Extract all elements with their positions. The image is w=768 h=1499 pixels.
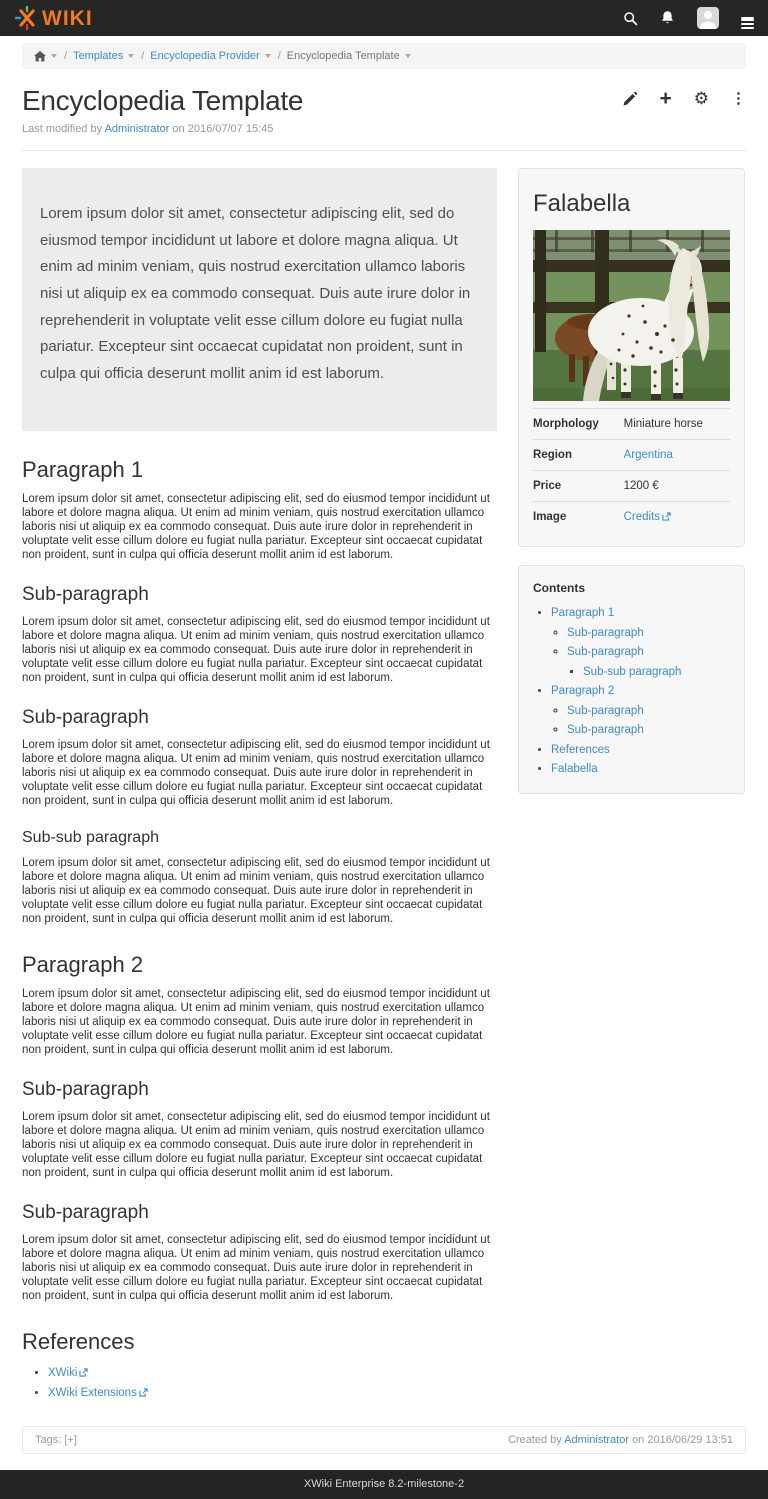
breadcrumb: / Templates / Encyclopedia Provider / Encyclopedia Template: [22, 43, 746, 69]
toc-link-sub-paragraph[interactable]: Sub-paragraph: [567, 626, 644, 639]
section-heading-sub-paragraph: Sub-paragraph: [22, 583, 149, 605]
breadcrumb-caret[interactable]: [265, 54, 271, 58]
bell-icon: [660, 10, 675, 26]
infobox-row-price: [533, 471, 730, 502]
reference-item: [48, 1364, 497, 1384]
toc-item: [551, 741, 730, 761]
created-suffix: on 2016/06/29 13:51: [632, 1433, 733, 1446]
drawer-menu-button[interactable]: [741, 15, 754, 21]
section-heading-sub-sub-paragraph: Sub-sub paragraph: [22, 828, 159, 846]
kebab-menu-icon: ⋮: [731, 90, 746, 107]
breadcrumb-home-link[interactable]: [34, 51, 46, 62]
section-paragraph-2: [22, 952, 497, 1057]
section-sub-paragraph: [22, 1202, 497, 1303]
section-heading-sub-paragraph: Sub-paragraph: [22, 1078, 149, 1100]
breadcrumb-home-caret[interactable]: [51, 54, 57, 58]
tags-label: Tags:: [35, 1433, 62, 1446]
section-body: Lorem ipsum dolor sit amet, consectetur adipiscing elit, sed do eiusmod tempor incididunt ut labore et dolore magna aliqua. Ut enim ad minim veniam, quis nostrud exercitation ullamco laboris nisi ut aliquip ex ea commodo consequat. Duis aute irure dolor in reprehenderit in voluptate velit esse cillum dolore eu fugiat nulla pariatur. Excepteur sint occaecat cupidatat non proident, sunt in culpa qui officia deserunt mollit anim id est laborum.: [22, 1233, 490, 1302]
contents-title: Contents: [533, 581, 585, 595]
toc-item: [567, 702, 730, 722]
search-icon: [623, 11, 638, 26]
toc-link-sub-paragraph[interactable]: Sub-paragraph: [567, 704, 644, 717]
section-sub-paragraph: [22, 584, 497, 685]
user-menu-button[interactable]: [697, 7, 719, 29]
section-sub-paragraph: [22, 707, 497, 808]
toc-item: [551, 760, 730, 780]
toc-link-paragraph-2[interactable]: Paragraph 2: [551, 685, 615, 697]
section-heading-references: References: [22, 1328, 135, 1354]
infobox-title: Falabella: [533, 190, 631, 217]
avatar: [697, 7, 719, 29]
toc-link-sub-sub-paragraph[interactable]: Sub-sub paragraph: [583, 665, 682, 678]
infobox-panel: [518, 168, 745, 547]
document-info-bar: [22, 1426, 746, 1454]
toc-link-falabella[interactable]: Falabella: [551, 763, 598, 775]
breadcrumb-link-templates[interactable]: Templates: [73, 50, 124, 62]
section-references: [22, 1329, 497, 1404]
toc-item: [583, 663, 730, 683]
toc-item: [567, 643, 730, 682]
last-modified-line: [0, 123, 768, 135]
plus-icon: +: [659, 87, 672, 110]
breadcrumb-link-encyclopedia-provider[interactable]: Encyclopedia Provider: [150, 50, 260, 62]
section-heading-paragraph-1: Paragraph 1: [22, 456, 144, 482]
infobox-label: Region: [533, 449, 572, 461]
toc-link-references[interactable]: References: [551, 743, 610, 756]
section-sub-sub-paragraph: [22, 829, 497, 926]
infobox-label: Image: [533, 511, 567, 523]
xwiki-logo[interactable]: [14, 5, 93, 31]
hamburger-icon: [741, 17, 754, 19]
created-prefix: Created by: [507, 1433, 562, 1446]
created-line: [508, 1434, 733, 1446]
infobox-row-region: [533, 440, 730, 471]
article-content: [22, 168, 497, 1404]
infobox-label: Price: [533, 480, 562, 492]
section-body: Lorem ipsum dolor sit amet, consectetur adipiscing elit, sed do eiusmod tempor incididunt ut labore et dolore magna aliqua. Ut enim ad minim veniam, quis nostrud exercitation ullamco laboris nisi ut aliquip ex ea commodo consequat. Duis aute irure dolor in reprehenderit in voluptate velit esse cillum dolore eu fugiat nulla pariatur. Excepteur sint occaecat cupidatat non proident, sunt in culpa qui officia deserunt mollit anim id est laborum.: [22, 492, 490, 561]
add-tag-button[interactable]: [+]: [64, 1433, 77, 1446]
toc-item: [567, 721, 730, 741]
reference-item: [48, 1384, 497, 1404]
edit-button[interactable]: [622, 92, 637, 107]
top-navbar: [0, 0, 768, 36]
table-of-contents: [551, 604, 730, 780]
version-footer: [0, 1470, 768, 1499]
modified-user-link[interactable]: Administrator: [104, 123, 170, 135]
credits-link[interactable]: Credits: [623, 511, 661, 523]
section-body: Lorem ipsum dolor sit amet, consectetur adipiscing elit, sed do eiusmod tempor incididunt ut labore et dolore magna aliqua. Ut enim ad minim veniam, quis nostrud exercitation ullamco laboris nisi ut aliquip ex ea commodo consequat. Duis aute irure dolor in reprehenderit in voluptate velit esse cillum dolore eu fugiat nulla pariatur. Excepteur sint occaecat cupidatat non proident, sunt in culpa qui officia deserunt mollit anim id est laborum.: [22, 1110, 490, 1179]
toc-link-sub-paragraph[interactable]: Sub-paragraph: [567, 724, 644, 736]
create-button[interactable]: [659, 87, 672, 110]
toc-item: [551, 604, 730, 682]
modified-suffix: on 2016/07/07 15:45: [172, 123, 274, 135]
pencil-icon: [622, 92, 637, 107]
more-actions-button[interactable]: [731, 91, 746, 107]
lead-paragraph: Lorem ipsum dolor sit amet, consectetur adipiscing elit, sed do eiusmod tempor incididunt ut labore et dolore magna aliqua. Ut enim ad minim veniam, quis nostrud exercitation ullamco laboris nisi ut aliquip ex ea commodo consequat. Duis aute irure dolor in reprehenderit in voluptate velit esse cillum dolore eu fugiat nulla pariatur. Excepteur sint occaecat cupidatat non proident, sunt in culpa qui officia deserunt mollit anim id est laborum.: [22, 168, 497, 431]
page-title: Encyclopedia Template: [22, 85, 304, 116]
external-link-icon: [662, 512, 671, 524]
breadcrumb-caret[interactable]: [405, 54, 411, 58]
breadcrumb-current-page: Encyclopedia Template: [286, 50, 400, 62]
external-link-icon: [139, 1388, 148, 1400]
section-heading-paragraph-2: Paragraph 2: [22, 951, 144, 977]
breadcrumb-caret[interactable]: [128, 54, 134, 58]
infobox-value: Miniature horse: [623, 418, 703, 430]
contents-panel: [518, 565, 745, 794]
infobox-row-morphology: [533, 409, 730, 440]
version-text: XWiki Enterprise 8.2-milestone-2: [303, 1477, 465, 1490]
gear-icon: ⚙: [693, 89, 709, 109]
toc-item: [551, 682, 730, 741]
section-body: Lorem ipsum dolor sit amet, consectetur adipiscing elit, sed do eiusmod tempor incididunt ut labore et dolore magna aliqua. Ut enim ad minim veniam, quis nostrud exercitation ullamco laboris nisi ut aliquip ex ea commodo consequat. Duis aute irure dolor in reprehenderit in voluptate velit esse cillum dolore eu fugiat nulla pariatur. Excepteur sint occaecat cupidatat non proident, sunt in culpa qui officia deserunt mollit anim id est laborum.: [22, 615, 490, 684]
reference-link-xwiki-extensions[interactable]: XWiki Extensions: [48, 1386, 137, 1399]
section-heading-sub-paragraph: Sub-paragraph: [22, 1201, 149, 1223]
reference-link-xwiki[interactable]: XWiki: [48, 1366, 78, 1379]
infobox-label: Morphology: [533, 418, 599, 430]
xwiki-logo-icon: [14, 5, 40, 31]
section-paragraph-1: [22, 457, 497, 562]
external-link-icon: [79, 1368, 88, 1380]
notifications-button[interactable]: [660, 10, 675, 26]
section-body: Lorem ipsum dolor sit amet, consectetur adipiscing elit, sed do eiusmod tempor incididunt ut labore et dolore magna aliqua. Ut enim ad minim veniam, quis nostrud exercitation ullamco laboris nisi ut aliquip ex ea commodo consequat. Duis aute irure dolor in reprehenderit in voluptate velit esse cillum dolore eu fugiat nulla pariatur. Excepteur sint occaecat cupidatat non proident, sunt in culpa qui officia deserunt mollit anim id est laborum.: [22, 856, 490, 925]
section-sub-paragraph: [22, 1079, 497, 1180]
tags-area: [35, 1434, 77, 1446]
modified-prefix: Last modified by: [22, 123, 103, 135]
home-icon: [34, 51, 46, 62]
created-user-link[interactable]: Administrator: [564, 1433, 629, 1446]
settings-button[interactable]: [694, 91, 709, 107]
falabella-photo: [533, 230, 730, 406]
section-body: Lorem ipsum dolor sit amet, consectetur adipiscing elit, sed do eiusmod tempor incididunt ut labore et dolore magna aliqua. Ut enim ad minim veniam, quis nostrud exercitation ullamco laboris nisi ut aliquip ex ea commodo consequat. Duis aute irure dolor in reprehenderit in voluptate velit esse cillum dolore eu fugiat nulla pariatur. Excepteur sint occaecat cupidatat non proident, sunt in culpa qui officia deserunt mollit anim id est laborum.: [22, 987, 490, 1056]
infobox-row-image: [533, 502, 730, 534]
toc-link-paragraph-1[interactable]: Paragraph 1: [551, 607, 615, 619]
title-divider: [22, 150, 746, 151]
toc-link-sub-paragraph[interactable]: Sub-paragraph: [567, 646, 644, 658]
xwiki-logo-text: WIKI: [42, 6, 93, 30]
infobox-table: [533, 408, 730, 533]
search-button[interactable]: [623, 11, 638, 26]
section-body: Lorem ipsum dolor sit amet, consectetur adipiscing elit, sed do eiusmod tempor incididunt ut labore et dolore magna aliqua. Ut enim ad minim veniam, quis nostrud exercitation ullamco laboris nisi ut aliquip ex ea commodo consequat. Duis aute irure dolor in reprehenderit in voluptate velit esse cillum dolore eu fugiat nulla pariatur. Excepteur sint occaecat cupidatat non proident, sunt in culpa qui officia deserunt mollit anim id est laborum.: [22, 738, 490, 807]
toc-item: [567, 624, 730, 644]
region-link[interactable]: Argentina: [623, 449, 673, 461]
section-heading-sub-paragraph: Sub-paragraph: [22, 706, 149, 728]
infobox-value: 1200 €: [623, 480, 659, 492]
